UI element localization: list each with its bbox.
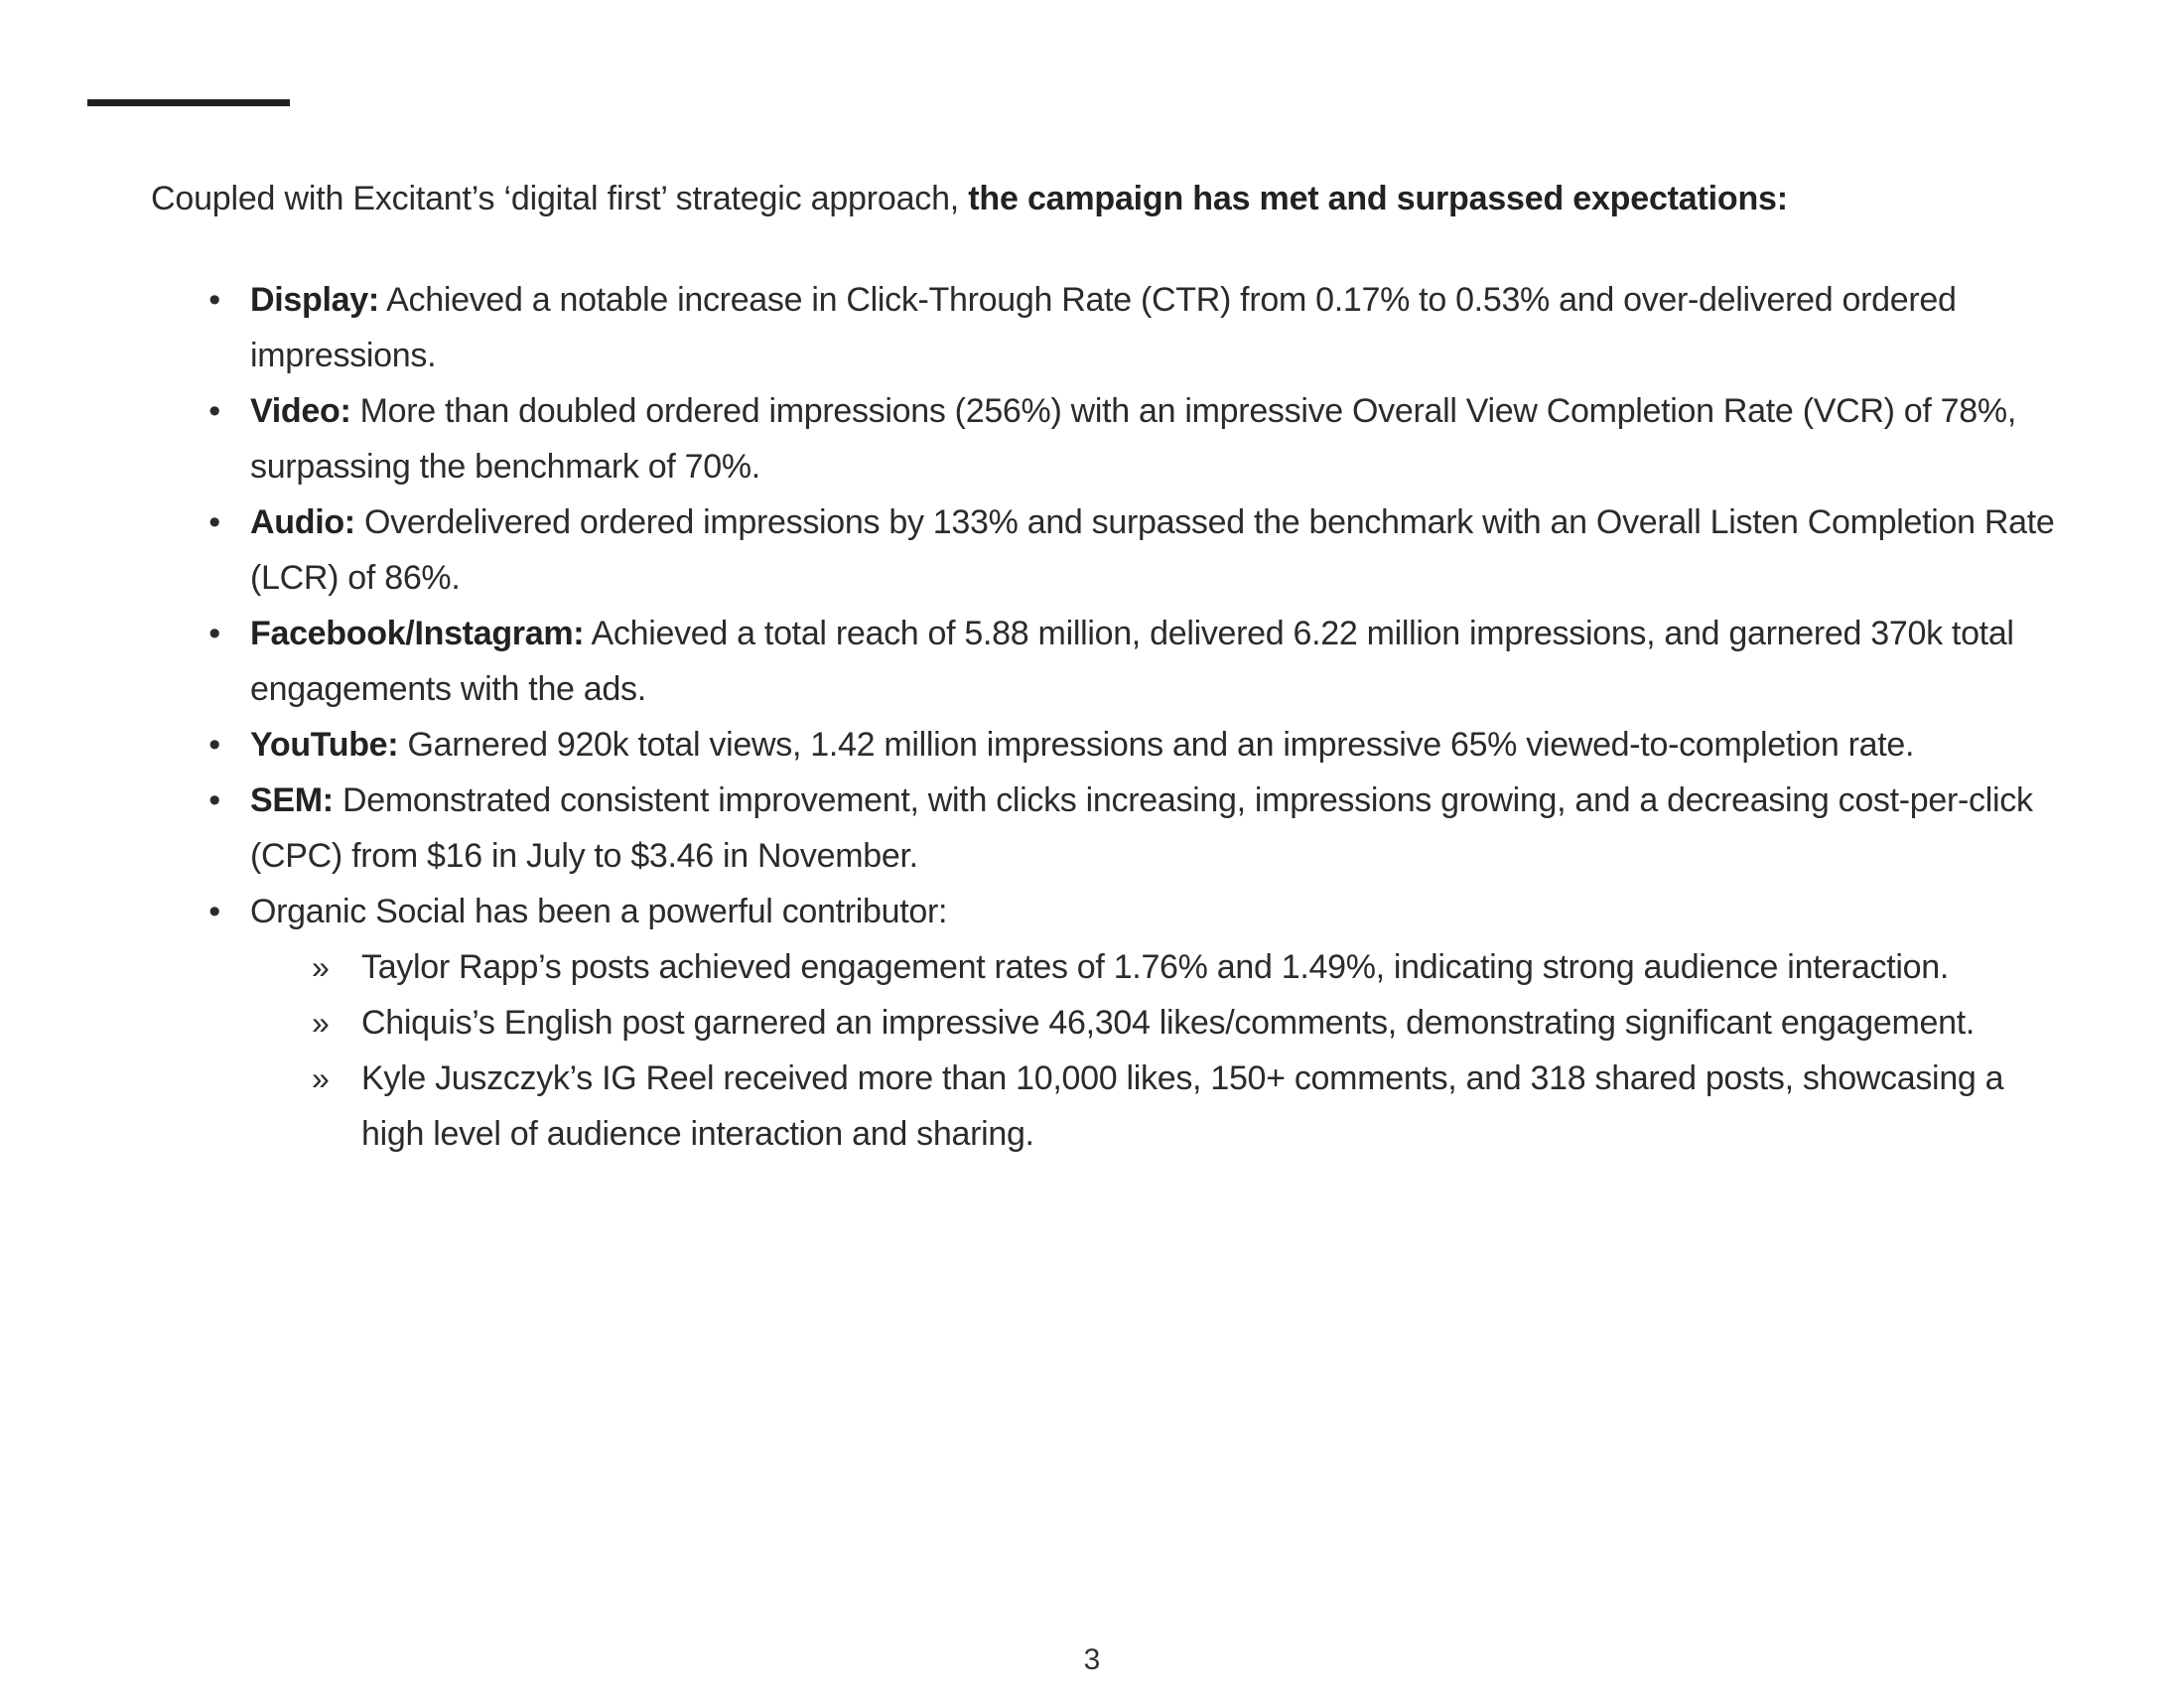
organic-social-sublist: [250, 939, 2067, 1162]
list-item-youtube: [208, 717, 2067, 773]
item-label: Facebook/Instagram:: [250, 615, 585, 652]
chevron-right-icon: »: [312, 949, 330, 985]
sub-list-item: [312, 1051, 2067, 1162]
header-rule: [87, 99, 290, 106]
item-label: Audio:: [250, 503, 355, 541]
sub-item-text: Chiquis’s English post garnered an impressive 46,304 likes/comments, demonstrating significant engagement.: [361, 1004, 1976, 1042]
list-item-video: [208, 383, 2067, 494]
item-label: Video:: [250, 392, 351, 430]
item-text: Organic Social has been a powerful contributor:: [250, 893, 948, 930]
sub-list-item: [312, 995, 2067, 1051]
bullet-icon: •: [208, 781, 220, 819]
bullet-icon: •: [208, 392, 220, 430]
list-item-sem: [208, 773, 2067, 884]
bullet-icon: •: [208, 893, 220, 930]
sub-list-item: [312, 939, 2067, 995]
chevron-right-icon: »: [312, 1005, 330, 1041]
sub-item-text: Taylor Rapp’s posts achieved engagement rates of 1.76% and 1.49%, indicating strong audience interaction.: [361, 948, 1950, 986]
item-text: More than doubled ordered impressions (256%) with an impressive Overall View Completion Rate (VCR) of 78%, surpassing the benchmark of 70%.: [250, 392, 2016, 486]
results-list: [208, 272, 2067, 1162]
bullet-icon: •: [208, 615, 220, 652]
item-label: SEM:: [250, 781, 334, 819]
intro-emphasis: the campaign has met and surpassed expectations:: [968, 180, 1788, 217]
list-item-organic-social: [208, 884, 2067, 1162]
item-label: Display:: [250, 281, 379, 319]
list-item-facebook-instagram: [208, 606, 2067, 717]
chevron-right-icon: »: [312, 1060, 330, 1096]
item-text: Garnered 920k total views, 1.42 million impressions and an impressive 65% viewed-to-completion rate.: [398, 726, 1915, 764]
page-number: 3: [1083, 1643, 1101, 1676]
bullet-icon: •: [208, 726, 220, 764]
item-text: Achieved a notable increase in Click-Through Rate (CTR) from 0.17% to 0.53% and over-delivered ordered impressions.: [250, 281, 1957, 374]
intro-paragraph: [151, 171, 2087, 226]
intro-lead: Coupled with Excitant’s ‘digital first’ strategic approach,: [151, 180, 969, 217]
list-item-display: [208, 272, 2067, 383]
sub-item-text: Kyle Juszczyk’s IG Reel received more than 10,000 likes, 150+ comments, and 318 shared posts, showcasing a high level of audience interaction and sharing.: [361, 1059, 2004, 1153]
list-item-audio: [208, 494, 2067, 606]
bullet-icon: •: [208, 281, 220, 319]
item-text: Achieved a total reach of 5.88 million, delivered 6.22 million impressions, and garnered 370k total engagements with the ads.: [250, 615, 2014, 708]
item-label: YouTube:: [250, 726, 399, 764]
bullet-icon: •: [208, 503, 220, 541]
item-text: Demonstrated consistent improvement, with clicks increasing, impressions growing, and a decreasing cost-per-click (CPC) from $16 in July to $3.46 in November.: [250, 781, 2033, 875]
item-text: Overdelivered ordered impressions by 133% and surpassed the benchmark with an Overall Listen Completion Rate (LCR) of 86%.: [250, 503, 2055, 597]
